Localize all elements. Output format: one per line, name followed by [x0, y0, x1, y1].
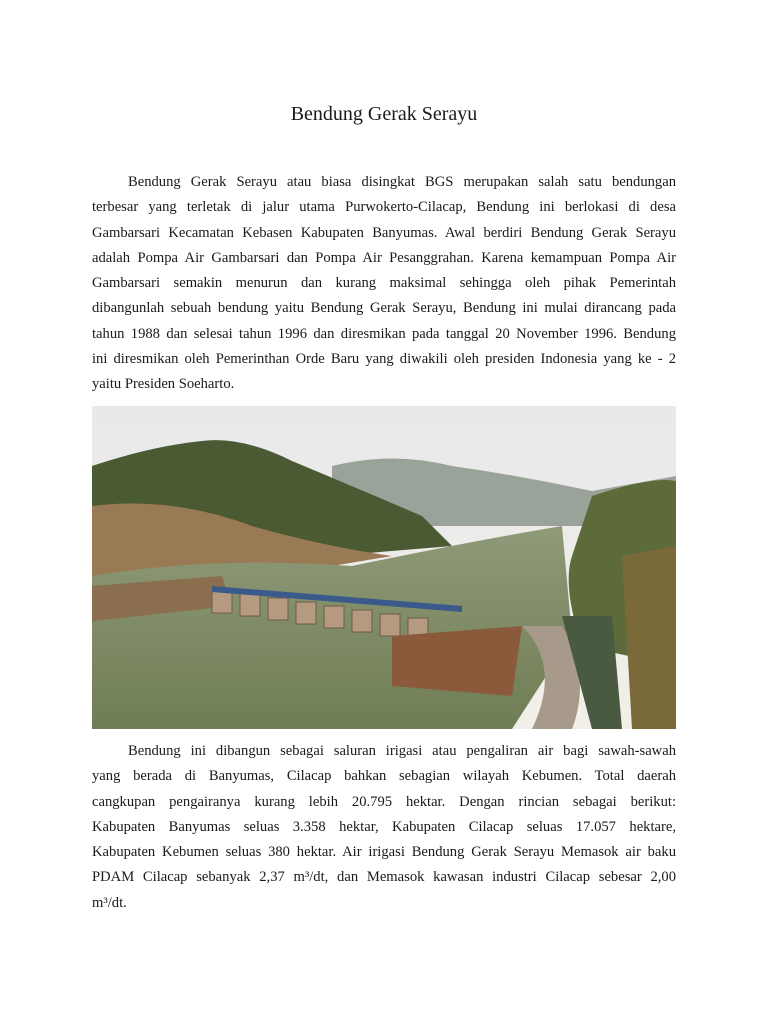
text-line: yang berada di Banyumas, Cilacap bahkan sebagian wilayah Kebumen. Total daerah — [92, 768, 676, 785]
paragraph-2 — [92, 739, 676, 916]
text-line: yaitu Presiden Soeharto. — [92, 376, 235, 393]
dam-landscape-image — [92, 406, 676, 729]
text-line: PDAM Cilacap sebanyak 2,37 m³/dt, dan Memasok kawasan industri Cilacap sebesar 2,00 — [92, 869, 676, 886]
paragraph-1 — [92, 170, 676, 398]
text-line: Bendung Gerak Serayu atau biasa disingkat BGS merupakan salah satu bendungan — [128, 174, 676, 190]
text-line: Kabupaten Banyumas seluas 3.358 hektar, Kabupaten Cilacap seluas 17.057 hektare, — [92, 818, 676, 835]
text-line: Bendung ini dibangun sebagai saluran irigasi atau pengaliran air bagi sawah-sawah — [128, 743, 676, 759]
text-line: adalah Pompa Air Gambarsari dan Pompa Air Pesanggrahan. Karena kemampuan Pompa Air — [92, 249, 676, 266]
text-line: Gambarsari Kecamatan Kebasen Kabupaten Banyumas. Awal berdiri Bendung Gerak Serayu — [92, 224, 676, 241]
document-title: Bendung Gerak Serayu — [290, 103, 478, 125]
text-line: cangkupan pengairanya kurang lebih 20.795 hektar. Dengan rincian sebagai berikut: — [92, 793, 676, 810]
text-line: tahun 1988 dan selesai tahun 1996 dan diresmikan pada tanggal 20 November 1996. Bendung — [92, 325, 676, 342]
text-line: dibangunlah sebuah bendung yaitu Bendung Gerak Serayu, Bendung ini mulai dirancang pada — [92, 300, 676, 317]
text-line: ini diresmikan oleh Pemerinthan Orde Baru yang diwakili oleh presiden Indonesia yang ke - 2 — [92, 351, 676, 368]
text-line: Kabupaten Kebumen seluas 380 hektar. Air irigasi Bendung Gerak Serayu Memasok air baku — [92, 844, 676, 861]
text-line: terbesar yang terletak di jalur utama Purwokerto-Cilacap, Bendung ini berlokasi di desa — [92, 199, 676, 216]
text-line: Gambarsari semakin menurun dan kurang maksimal sehingga oleh pihak Pemerintah — [92, 275, 676, 292]
dam-photo — [92, 406, 676, 729]
text-line: m³/dt. — [92, 894, 127, 911]
